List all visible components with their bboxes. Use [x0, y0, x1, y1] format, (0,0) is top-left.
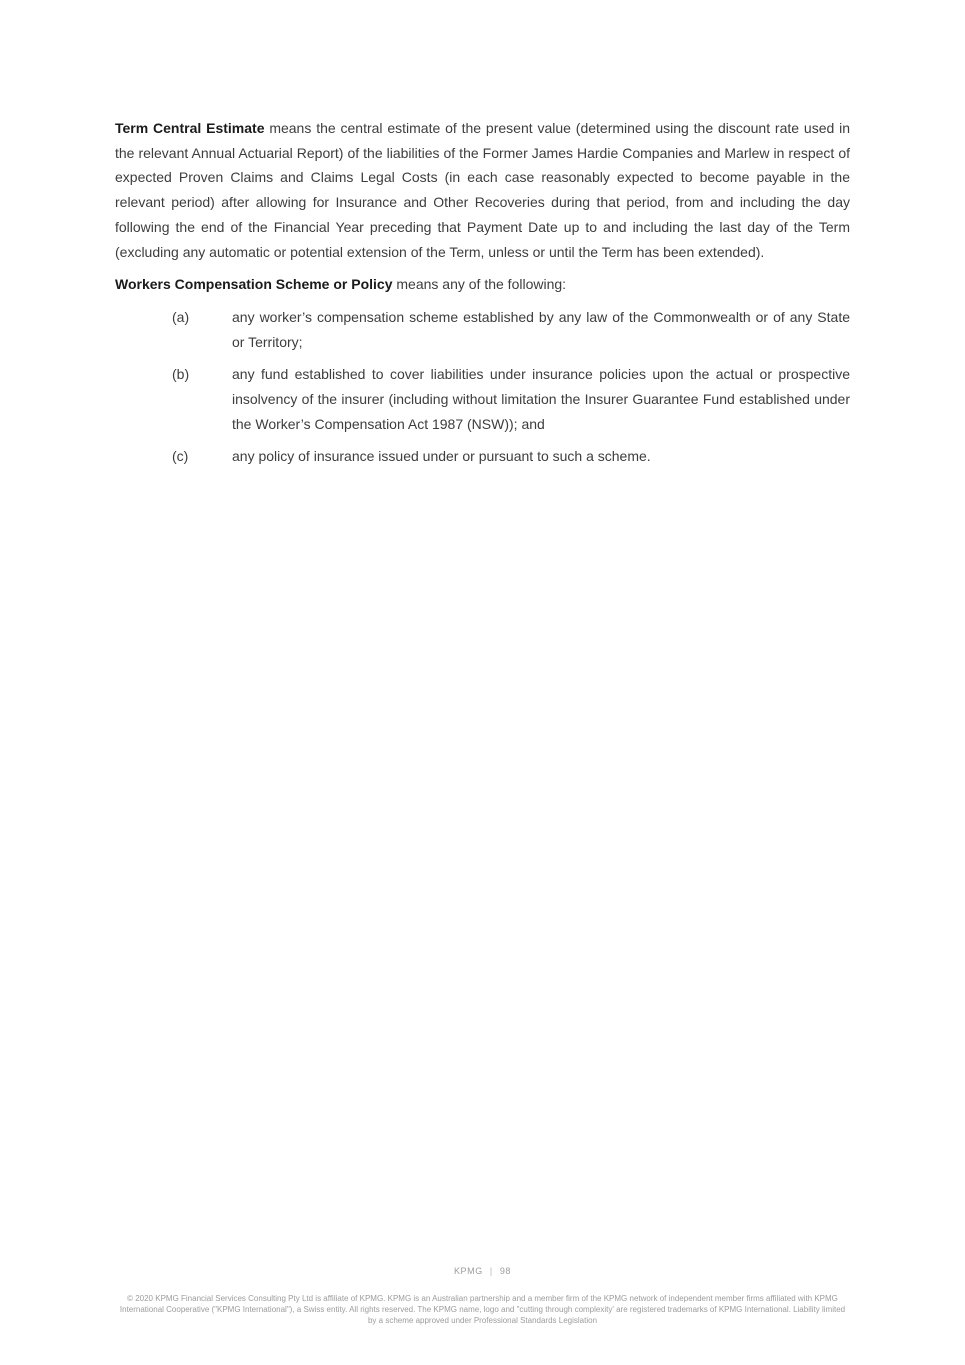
definition-term-text: means the central estimate of the present value (determined using the discount rate used in the relevant Annual Actuarial Report) of the liabilities of the Former James Hardie Companies and Marlew in respect of expected Proven Claims and Claims Legal Costs (in each case reasonably expected to become payable in the relevant period) after allowing for Insurance and Other Recoveries during that period, from and including the day following the end of the Financial Year preceding that Payment Date up to and including the last day of the Term (excluding any automatic or potential extension of the Term, unless or until the Term has been extended). — [115, 120, 850, 260]
footer-page-marker — [0, 1266, 965, 1276]
list-item-b — [115, 362, 850, 436]
list-item-text: any fund established to cover liabilities under insurance policies upon the actual or prospective insolvency of the insurer (including without limitation the Insurer Guarantee Fund established under the Worker’s Compensation Act 1987 (NSW)); and — [232, 366, 850, 432]
list-item-a — [115, 305, 850, 354]
list-item-text: any worker’s compensation scheme established by any law of the Commonwealth or of any State or Territory; — [232, 308, 850, 350]
footer-separator: | — [489, 1266, 493, 1276]
definition-workers-compensation — [115, 272, 850, 297]
definition-term-label: Term Central Estimate — [115, 120, 265, 136]
list-item-marker: (a) — [172, 308, 190, 325]
definition-sublist — [115, 305, 850, 469]
footer-brand: KPMG — [453, 1266, 483, 1276]
list-item-text: any policy of insurance issued under or pursuant to such a scheme. — [232, 448, 651, 465]
definition-term-text: means any of the following: — [392, 276, 567, 293]
footer-page-number: 98 — [499, 1266, 512, 1276]
list-item-c — [115, 444, 850, 469]
definition-term-label: Workers Compensation Scheme or Policy — [115, 276, 393, 293]
footer-disclaimer: © 2020 KPMG Financial Services Consulting Pty Ltd is affiliate of KPMG. KPMG is an Australian partnership and a member firm of the KPMG network of independent member firms affiliated with KPMG International Cooperative ("KPMG International"), a Swiss entity. All rights reserved. The KPMG name, logo and "cutting through complexity' are registered trademarks of KPMG International. Liability limited by a scheme approved under Professional Standards Legislation — [119, 1294, 846, 1325]
document-body — [115, 116, 850, 477]
list-item-marker: (b) — [172, 366, 190, 383]
definition-term-central-estimate — [115, 116, 850, 264]
list-item-marker: (c) — [172, 448, 189, 465]
